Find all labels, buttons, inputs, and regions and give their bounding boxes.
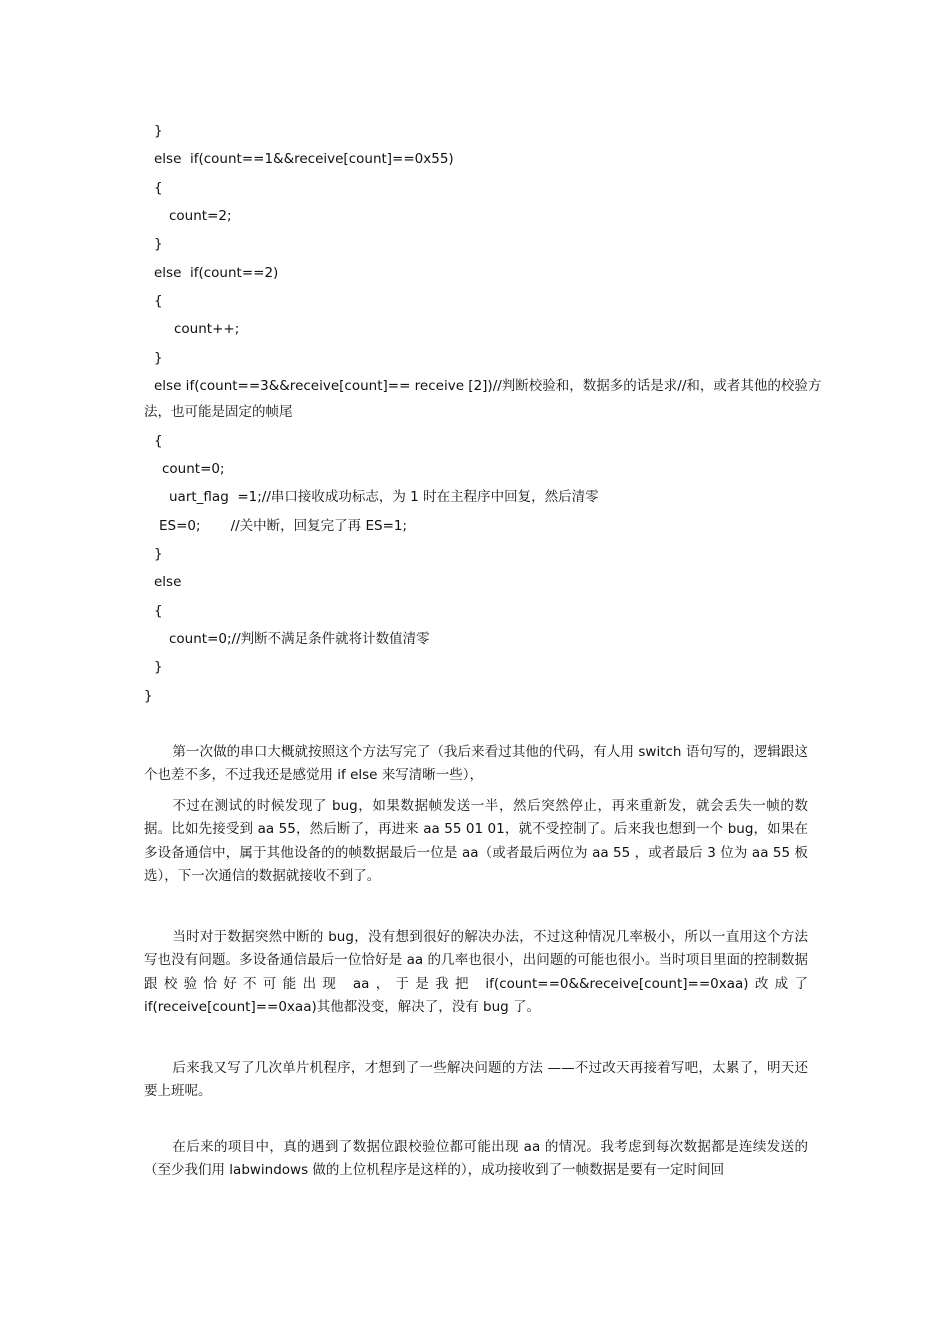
code-line: { [154, 433, 163, 449]
code-line: count=0; [162, 461, 225, 477]
code-line: { [154, 180, 163, 196]
code-line: } [154, 236, 163, 252]
code-line: count=2; [169, 208, 232, 224]
code-line: } [154, 546, 163, 562]
code-line: else [154, 574, 182, 590]
code-line: ES=0; //关中断，回复完了再 ES=1; [159, 518, 408, 534]
paragraph: 第一次做的串口大概就按照这个方法写完了（我后来看过其他的代码，有人用 switch 语句写的，逻辑跟这个也差不多，不过我还是感觉用 if else 来写清晰一些）， [144, 744, 808, 784]
code-line: uart_flag =1;//串口接收成功标志，为 1 时在主程序中回复，然后清零 [169, 489, 599, 505]
paragraph: 当时对于数据突然中断的 bug，没有想到很好的解决办法，不过这种情况几率极小，所以一直用这个方法写也没有问题。多设备通信最后一位恰好是 aa 的几率也很小，出问题的可能也很小。当时项目里面的控制数据跟校验恰好不可能出现 aa，于是我把 if(count==0&&receive[count]==0xaa)改成了 if(receive[count]==0xaa)其他都没变，解决了，没有 bug 了。 [144, 929, 808, 1016]
paragraph: 后来我又写了几次单片机程序，才想到了一些解决问题的方法 ——不过改天再接着写吧，太累了，明天还要上班呢。 [144, 1060, 808, 1100]
code-line: else if(count==1&&receive[count]==0x55) [154, 151, 454, 167]
code-line: count++; [174, 321, 240, 337]
code-line: } [144, 688, 153, 704]
paragraph: 不过在测试的时候发现了 bug，如果数据帧发送一半，然后突然停止，再来重新发，就会丢失一帧的数据。比如先接受到 aa 55，然后断了，再进来 aa 55 01 01，就不受控制了。后来我也想到一个 bug，如果在多设备通信中，属于其他设备的的帧数据最后一位是 aa（或者最后两位为 aa 55 ，或者最后 3 位为 aa 55 板选），下一次通信的数据就接收不到了。 [144, 798, 808, 885]
code-line: 法，也可能是固定的帧尾 [144, 404, 293, 420]
code-line: { [154, 293, 163, 309]
paragraph: 在后来的项目中，真的遇到了数据位跟校验位都可能出现 aa 的情况。我考虑到每次数据都是连续发送的（至少我们用 labwindows 做的上位机程序是这样的），成功接收到了一帧数据是要有一定时间回 [144, 1139, 808, 1179]
code-line: } [154, 123, 163, 139]
code-line: } [154, 350, 163, 366]
code-line: { [154, 603, 163, 619]
code-line: } [154, 659, 163, 675]
code-line: count=0;//判断不满足条件就将计数值清零 [169, 631, 430, 647]
code-line: else if(count==3&&receive[count]== receive [2])//判断校验和，数据多的话是求//和，或者其他的校验方 [154, 378, 822, 394]
code-line: else if(count==2) [154, 265, 279, 281]
